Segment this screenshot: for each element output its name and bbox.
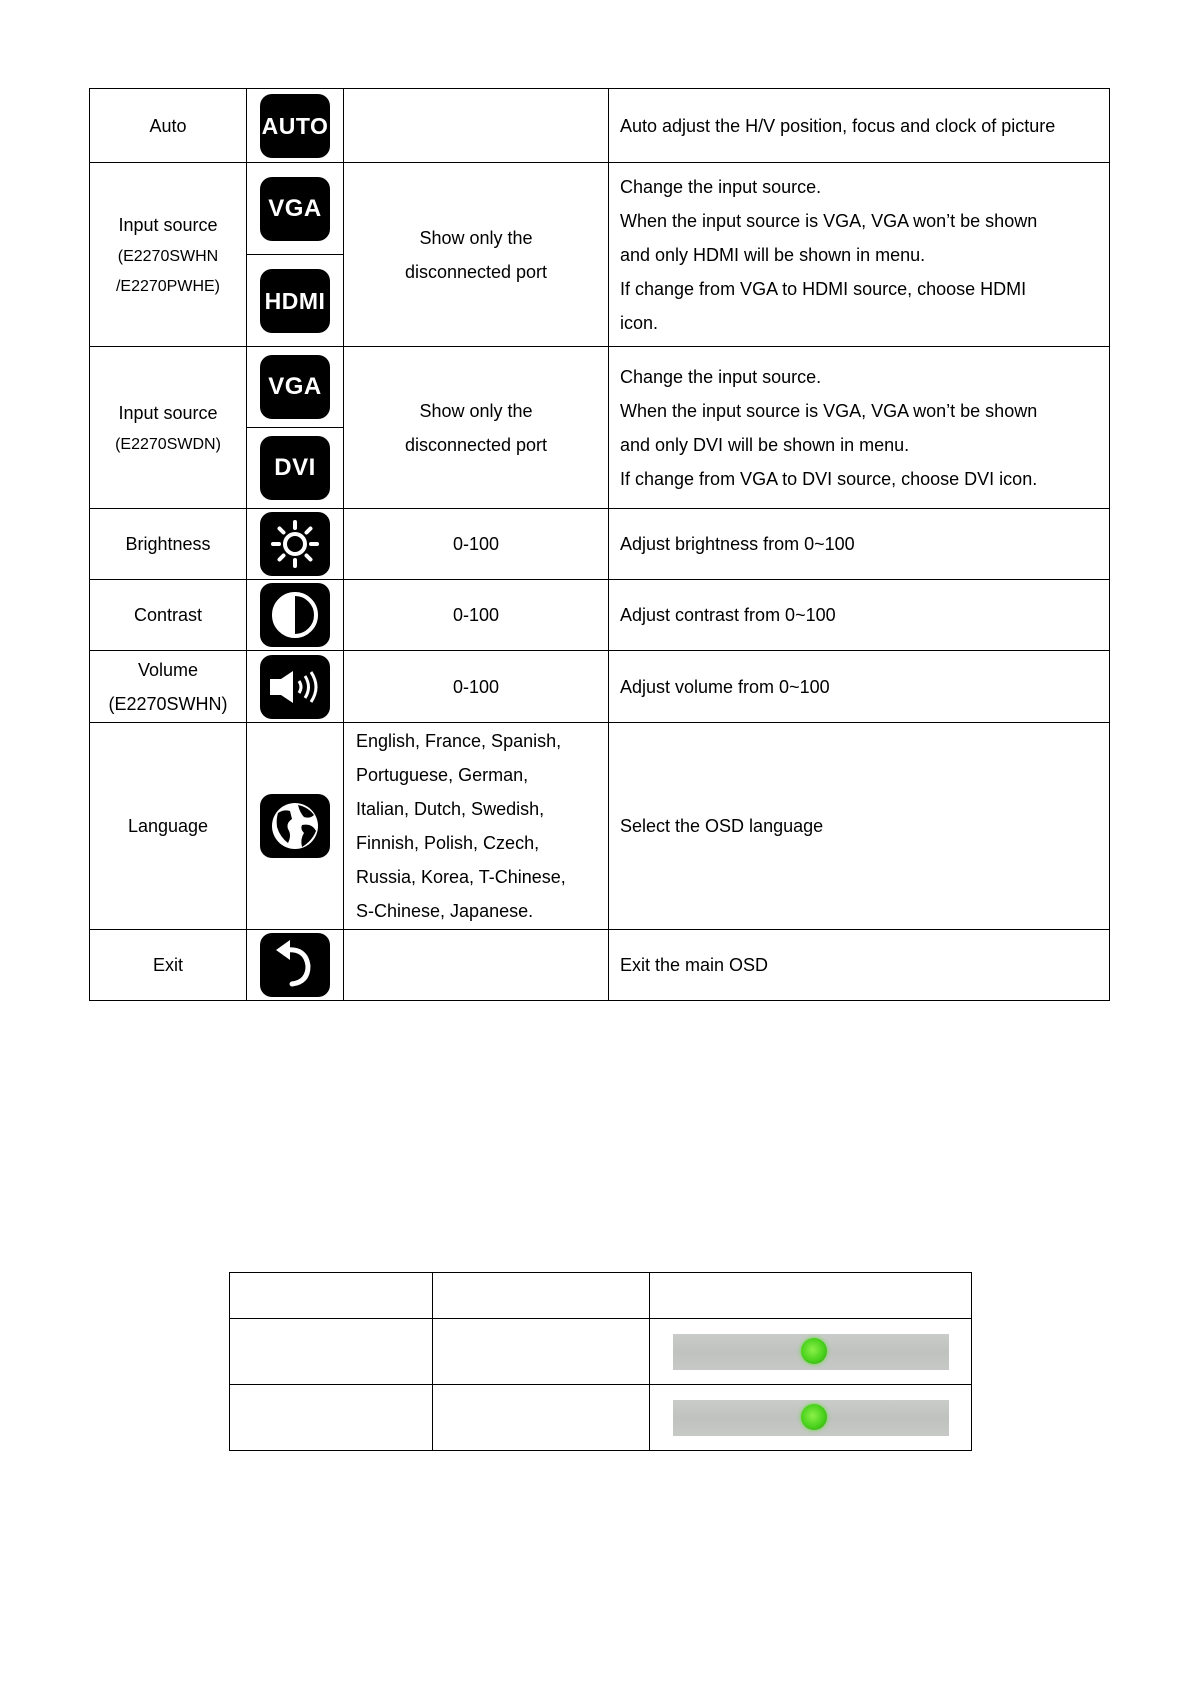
led-table-row — [230, 1319, 972, 1385]
row-brightness — [90, 509, 1110, 580]
hdmi-icon: HDMI — [260, 269, 330, 333]
desc-line: and only HDMI will be shown in menu. — [620, 244, 926, 265]
desc-line: icon. — [620, 312, 659, 333]
auto-icon: AUTO — [260, 94, 330, 158]
led-table-header — [230, 1273, 972, 1319]
language-option: Italian, Dutch, Swedish, — [356, 799, 545, 819]
green-led-icon — [801, 1404, 827, 1430]
desc-line: If change from VGA to DVI source, choose DVI icon. — [620, 468, 1038, 489]
range-text: Show only the — [419, 400, 533, 421]
language-option: Portuguese, German, — [356, 765, 529, 785]
vga-icon: VGA — [260, 355, 330, 419]
desc-line: Change the input source. — [620, 366, 822, 387]
language-option: S-Chinese, Japanese. — [356, 901, 534, 921]
contrast-icon — [260, 583, 330, 647]
range-text: disconnected port — [404, 261, 548, 282]
led-strip-image — [673, 1400, 949, 1436]
range-brightness: 0-100 — [344, 509, 609, 580]
range-exit — [344, 930, 609, 1001]
range-contrast: 0-100 — [344, 580, 609, 651]
return-arrow-icon — [260, 933, 330, 997]
range-text: Show only the — [419, 227, 533, 248]
model-label: (E2270SWHN — [117, 247, 219, 265]
function-language: Language — [90, 723, 247, 930]
desc-line: When the input source is VGA, VGA won’t be shown — [620, 210, 1038, 231]
desc-brightness: Adjust brightness from 0~100 — [609, 509, 1110, 580]
row-input-source-dvi — [90, 347, 1110, 509]
desc-volume: Adjust volume from 0~100 — [609, 651, 1110, 723]
globe-icon — [260, 794, 330, 858]
model-label: (E2270SWDN) — [115, 435, 221, 453]
function-exit: Exit — [90, 930, 247, 1001]
function-contrast: Contrast — [90, 580, 247, 651]
sun-icon — [260, 512, 330, 576]
dvi-icon: DVI — [260, 436, 330, 500]
row-auto — [90, 89, 1110, 163]
green-led-icon — [801, 1338, 827, 1364]
desc-exit: Exit the main OSD — [609, 930, 1110, 1001]
desc-language: Select the OSD language — [609, 723, 1110, 930]
language-option: Russia, Korea, T-Chinese, — [356, 867, 566, 887]
model-label: /E2270PWHE) — [115, 277, 221, 295]
desc-line: If change from VGA to HDMI source, choose HDMI — [620, 278, 1027, 299]
row-exit — [90, 930, 1110, 1001]
function-brightness: Brightness — [90, 509, 247, 580]
language-option: Finnish, Polish, Czech, — [356, 833, 540, 853]
row-contrast — [90, 580, 1110, 651]
range-text: disconnected port — [404, 434, 548, 455]
desc-line: and only DVI will be shown in menu. — [620, 434, 910, 455]
vga-icon: VGA — [260, 177, 330, 241]
desc-line: When the input source is VGA, VGA won’t be shown — [620, 400, 1038, 421]
led-indicator-table — [229, 1272, 972, 1451]
function-input-source: Input source — [118, 214, 218, 235]
led-strip-image — [673, 1334, 949, 1370]
function-input-source: Input source — [118, 402, 218, 423]
row-language — [90, 723, 1110, 930]
speaker-icon — [260, 655, 330, 719]
led-table-row — [230, 1385, 972, 1451]
range-volume: 0-100 — [344, 651, 609, 723]
model-label: (E2270SWHN) — [108, 693, 228, 714]
language-option: English, France, Spanish, — [356, 731, 562, 751]
desc-auto: Auto adjust the H/V position, focus and clock of picture — [609, 89, 1110, 163]
desc-contrast: Adjust contrast from 0~100 — [609, 580, 1110, 651]
function-volume: Volume — [137, 659, 199, 680]
row-input-source-hdmi — [90, 163, 1110, 347]
range-auto — [344, 89, 609, 163]
desc-line: Change the input source. — [620, 176, 822, 197]
osd-function-table — [89, 88, 1110, 1001]
row-volume — [90, 651, 1110, 723]
function-auto: Auto — [90, 89, 247, 163]
